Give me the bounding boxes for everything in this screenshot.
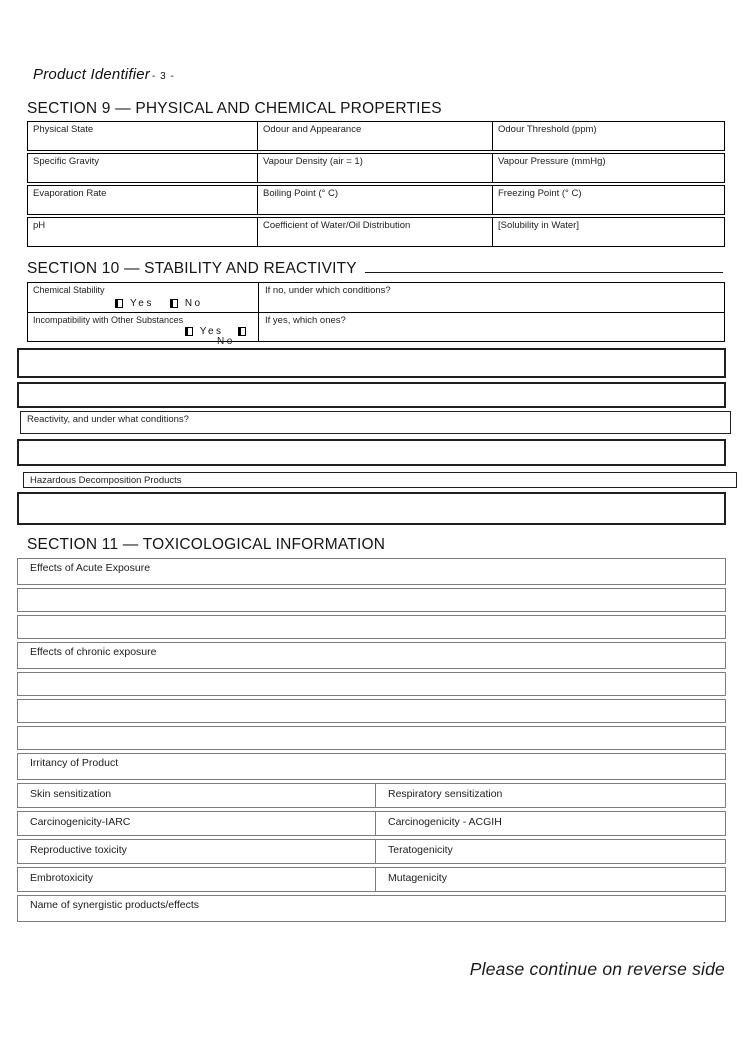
field-freezing-point[interactable] [493,185,725,215]
field-if-no-conditions[interactable] [258,282,725,312]
section9-title [27,100,725,118]
field-carcinogenicity-iarc[interactable] [18,812,376,835]
field-specific-gravity[interactable] [27,153,258,183]
field-label: Evaporation Rate [33,188,107,199]
field-ph[interactable] [27,217,258,247]
acute-exposure-answer-row-1[interactable] [17,588,726,612]
field-label: Name of synergistic products/effects [30,899,200,911]
field-incompatibility [27,312,258,347]
field-label: If yes, which ones? [265,315,346,326]
field-label: Coefficient of Water/Oil Distribution [263,220,411,231]
field-label: Incompatibility with Other Substances [33,315,184,325]
field-label: Reproductive toxicity [30,844,127,856]
field-label: Odour and Appearance [263,124,362,135]
incompatibility-yes-checkbox[interactable] [185,327,193,336]
stability-answer-box-2[interactable] [17,382,726,408]
page-number: - 3 - [152,71,175,82]
chemical-stability-options [115,298,253,309]
product-identifier-label: Product Identifier [33,66,150,83]
section10-title [27,260,725,278]
field-acute-exposure[interactable] [17,558,726,585]
field-mutagenicity[interactable] [376,868,725,891]
table-row [17,811,726,836]
no-label: No [217,336,235,347]
field-reproductive-toxicity[interactable] [18,840,376,863]
yes-label: Yes [199,326,224,337]
section10-table [27,282,725,347]
field-solubility-water[interactable] [493,217,725,247]
section11-table [17,558,726,922]
field-evaporation-rate[interactable] [27,185,258,215]
stability-answer-box-1[interactable] [17,348,726,378]
field-carcinogenicity-acgih[interactable] [376,812,725,835]
field-physical-state[interactable] [27,121,258,151]
field-hazardous-decomposition [23,472,737,488]
field-label: [Solubility in Water] [498,220,579,231]
field-label: Effects of chronic exposure [30,646,157,658]
title-rule [365,272,723,273]
field-label: Embrotoxicity [30,872,94,884]
field-label: Boiling Point (° C) [263,188,339,199]
no-label: No [184,298,203,309]
field-label: Specific Gravity [33,156,99,167]
field-boiling-point[interactable] [258,185,493,215]
field-reactivity-conditions [20,411,731,434]
section11-title [27,536,725,554]
field-vapour-density[interactable] [258,153,493,183]
yes-label: Yes [130,298,154,309]
field-label: Vapour Pressure (mmHg) [498,156,606,167]
field-label: Reactivity, and under what conditions? [27,414,189,425]
table-row [17,783,726,808]
field-label: Vapour Density (air = 1) [263,156,363,167]
field-if-yes-which-ones[interactable] [258,312,725,342]
continue-reverse-note: Please continue on reverse side [469,959,725,979]
field-odour-appearance[interactable] [258,121,493,151]
field-label: Effects of Acute Exposure [30,562,151,574]
document-header [33,66,725,83]
table-row [17,867,726,892]
section9-title-text: SECTION 9 — PHYSICAL AND CHEMICAL PROPERTIES [27,100,442,117]
field-synergistic-products[interactable] [17,895,726,922]
field-label: Teratogenicity [388,844,453,856]
field-label: pH [33,220,46,231]
table-row [27,121,725,151]
acute-exposure-answer-row-2[interactable] [17,615,726,639]
field-label: Chemical Stability [33,285,105,295]
table-row [27,312,725,347]
chronic-exposure-answer-row-2[interactable] [17,699,726,723]
table-row [17,839,726,864]
table-row [27,217,725,247]
field-label: If no, under which conditions? [265,285,391,296]
field-label: Skin sensitization [30,788,112,800]
chemical-stability-no-checkbox[interactable] [170,299,178,308]
field-label: Respiratory sensitization [388,788,503,800]
field-label: Carcinogenicity - ACGIH [388,816,502,828]
table-row [27,153,725,183]
chemical-stability-yes-checkbox[interactable] [115,299,123,308]
section9-table [27,121,725,247]
field-label: Physical State [33,124,94,135]
section10-title-text: SECTION 10 — STABILITY AND REACTIVITY [27,260,357,277]
field-label: Hazardous Decomposition Products [30,475,182,486]
field-water-oil-coefficient[interactable] [258,217,493,247]
table-row [27,282,725,312]
field-vapour-pressure[interactable] [493,153,725,183]
section11-title-text: SECTION 11 — TOXICOLOGICAL INFORMATION [27,536,386,553]
field-teratogenicity[interactable] [376,840,725,863]
field-chronic-exposure[interactable] [17,642,726,669]
field-label: Mutagenicity [388,872,447,884]
field-odour-threshold[interactable] [493,121,725,151]
field-label: Odour Threshold (ppm) [498,124,597,135]
field-irritancy[interactable] [17,753,726,780]
field-chemical-stability [27,282,258,312]
table-row [27,185,725,215]
field-embrotoxicity[interactable] [18,868,376,891]
field-respiratory-sensitization[interactable] [376,784,725,807]
field-label: Carcinogenicity-IARC [30,816,131,828]
field-label: Irritancy of Product [30,757,119,769]
chronic-exposure-answer-row-1[interactable] [17,672,726,696]
chronic-exposure-answer-row-3[interactable] [17,726,726,750]
field-label: Freezing Point (° C) [498,188,582,199]
field-skin-sensitization[interactable] [18,784,376,807]
incompatibility-no-checkbox[interactable] [238,327,246,336]
reactivity-answer-box[interactable] [17,439,726,466]
hazardous-decomposition-answer-box[interactable] [17,492,726,525]
